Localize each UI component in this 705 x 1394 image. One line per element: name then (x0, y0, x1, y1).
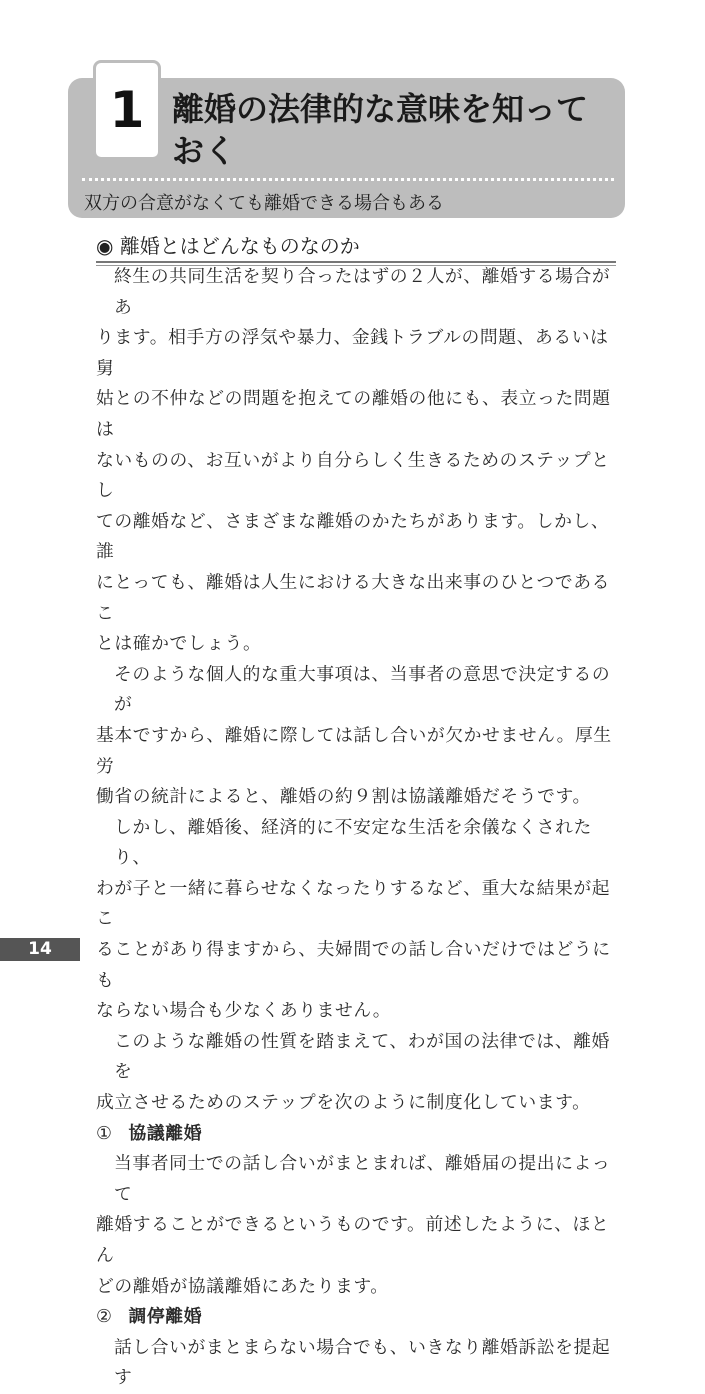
line-text: どの離婚が協議離婚にあたります。 (96, 1275, 389, 1297)
line-text: ないものの、お互いがより自分らしく生きるためのステップとし (96, 449, 610, 502)
item-number: ② (96, 1306, 113, 1328)
chapter-title-line: 離婚の法律的な意味を知って (172, 90, 589, 128)
body-line (96, 568, 618, 629)
line-text: ります。相手方の浮気や暴力、金銭トラブルの問題、あるいは舅 (96, 327, 609, 379)
line-text: ることがあり得ますから、夫婦間での話し合いだけではどうにも (96, 939, 611, 991)
line-text: しかし、離婚後、経済的に不安定な生活を余儀なくされたり、 (114, 816, 592, 869)
chapter-title-line: おく (172, 132, 237, 170)
numbered-item-heading (96, 1302, 618, 1333)
body-line (96, 507, 618, 568)
line-text: 調停離婚 (128, 1306, 203, 1328)
line-text: 協議離婚 (128, 1122, 203, 1144)
section-heading-text: 離婚とはどんなものなのか (119, 234, 360, 258)
body-line (96, 721, 618, 782)
bullet-icon: ◉ (96, 234, 114, 258)
body-line (96, 262, 618, 323)
line-text: そのような個人的な重大事項は、当事者の意思で決定するのが (114, 663, 611, 716)
line-text: にとっても、離婚は人生における大きな出来事のひとつであるこ (96, 571, 610, 624)
body-line (96, 782, 618, 813)
line-text: 話し合いがまとまらない場合でも、いきなり離婚訴訟を提起す (114, 1336, 611, 1389)
line-text: 離婚することができるというものです。前述したように、ほとん (96, 1214, 610, 1266)
body-line (96, 446, 618, 507)
line-text: 成立させるためのステップを次のように制度化しています。 (96, 1092, 591, 1114)
body-line (96, 384, 618, 445)
dotted-divider (82, 178, 614, 181)
line-text: ての離婚など、さまざまな離婚のかたちがあります。しかし、誰 (96, 510, 610, 563)
line-text: 姑との不仲などの問題を抱えての離婚の他にも、表立った問題は (96, 388, 611, 440)
body-line (96, 1333, 618, 1394)
body-line (96, 323, 618, 384)
body-line (96, 1210, 618, 1271)
line-text: わが子と一緒に暮らせなくなったりするなど、重大な結果が起こ (96, 877, 611, 930)
chapter-number: 1 (93, 60, 161, 160)
body-line (96, 813, 618, 874)
page-number: 14 (0, 938, 80, 961)
line-text: 基本ですから、離婚に際しては話し合いが欠かせません。厚生労 (96, 724, 612, 777)
body-line (96, 1088, 618, 1119)
line-text: 終生の共同生活を契り合ったはずの２人が、離婚する場合があ (114, 266, 611, 318)
line-text: とは確かでしょう。 (96, 633, 262, 655)
body-line (96, 1149, 618, 1210)
body-line (96, 935, 618, 996)
line-text: 当事者同士での話し合いがまとまれば、離婚届の提出によって (114, 1153, 611, 1205)
line-text: このような離婚の性質を踏まえて、わが国の法律では、離婚を (114, 1030, 610, 1083)
body-line (96, 1027, 618, 1088)
line-text: 働省の統計によると、離婚の約９割は協議離婚だそうです。 (96, 786, 591, 808)
body-text (96, 262, 618, 1394)
numbered-item-heading (96, 1119, 618, 1150)
chapter-title (172, 88, 622, 172)
line-text: ならない場合も少なくありません。 (96, 1000, 392, 1022)
item-number: ① (96, 1122, 113, 1144)
chapter-subtitle: 双方の合意がなくても離婚できる場合もある (84, 193, 444, 214)
body-line (96, 1272, 618, 1303)
body-line (96, 874, 618, 935)
body-line (96, 660, 618, 721)
body-line (96, 629, 618, 660)
body-line (96, 996, 618, 1027)
section-heading (96, 230, 616, 259)
